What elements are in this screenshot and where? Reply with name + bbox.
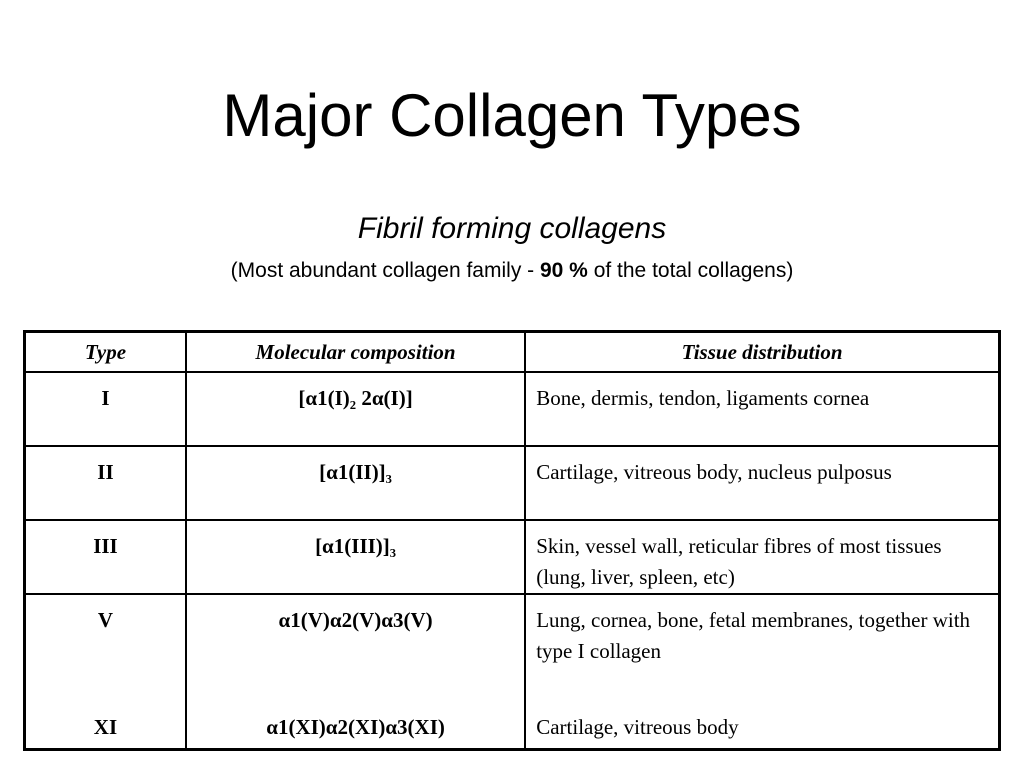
cell-composition: α1(XI)α2(XI)α3(XI) <box>266 715 445 739</box>
cell-type: XI <box>93 715 118 739</box>
cell-composition: [α1(III)]₃ <box>186 520 525 594</box>
note-suffix: of the total collagens) <box>587 259 794 282</box>
cell-type: III <box>25 520 186 594</box>
cell-composition: [α1(I)₂ 2α(I)] <box>186 372 525 446</box>
abundance-note <box>0 257 1024 285</box>
table-row <box>25 594 1000 750</box>
collagen-types-table <box>23 330 1001 751</box>
cell-distribution-group <box>525 594 999 750</box>
table-row <box>25 372 1000 446</box>
cell-distribution: Skin, vessel wall, reticular fibres of most tissues (lung, liver, spleen, etc) <box>525 520 999 594</box>
note-percentage: 90 % <box>539 259 588 282</box>
cell-composition-group <box>186 594 525 750</box>
table-row <box>25 520 1000 594</box>
note-prefix: (Most abundant collagen family - <box>230 259 540 282</box>
slide-title: Major Collagen Types <box>222 82 802 149</box>
header-molecular-composition: Molecular composition <box>186 332 525 373</box>
cell-type-group <box>25 594 186 750</box>
header-tissue-distribution: Tissue distribution <box>525 332 999 373</box>
header-type: Type <box>25 332 186 373</box>
cell-distribution: Bone, dermis, tendon, ligaments cornea <box>525 372 999 446</box>
cell-distribution: Cartilage, vitreous body <box>536 715 739 739</box>
cell-type: II <box>25 446 186 520</box>
cell-composition: [α1(II)]₃ <box>186 446 525 520</box>
cell-type: V <box>97 608 114 632</box>
cell-type: I <box>25 372 186 446</box>
slide-subtitle: Fibril forming collagens <box>357 212 667 245</box>
table-header-row <box>25 332 1000 373</box>
cell-distribution: Cartilage, vitreous body, nucleus pulposus <box>525 446 999 520</box>
table-row <box>25 446 1000 520</box>
cell-composition: α1(V)α2(V)α3(V) <box>278 608 433 632</box>
cell-distribution: Lung, cornea, bone, fetal membranes, together with type I collagen <box>536 608 971 663</box>
